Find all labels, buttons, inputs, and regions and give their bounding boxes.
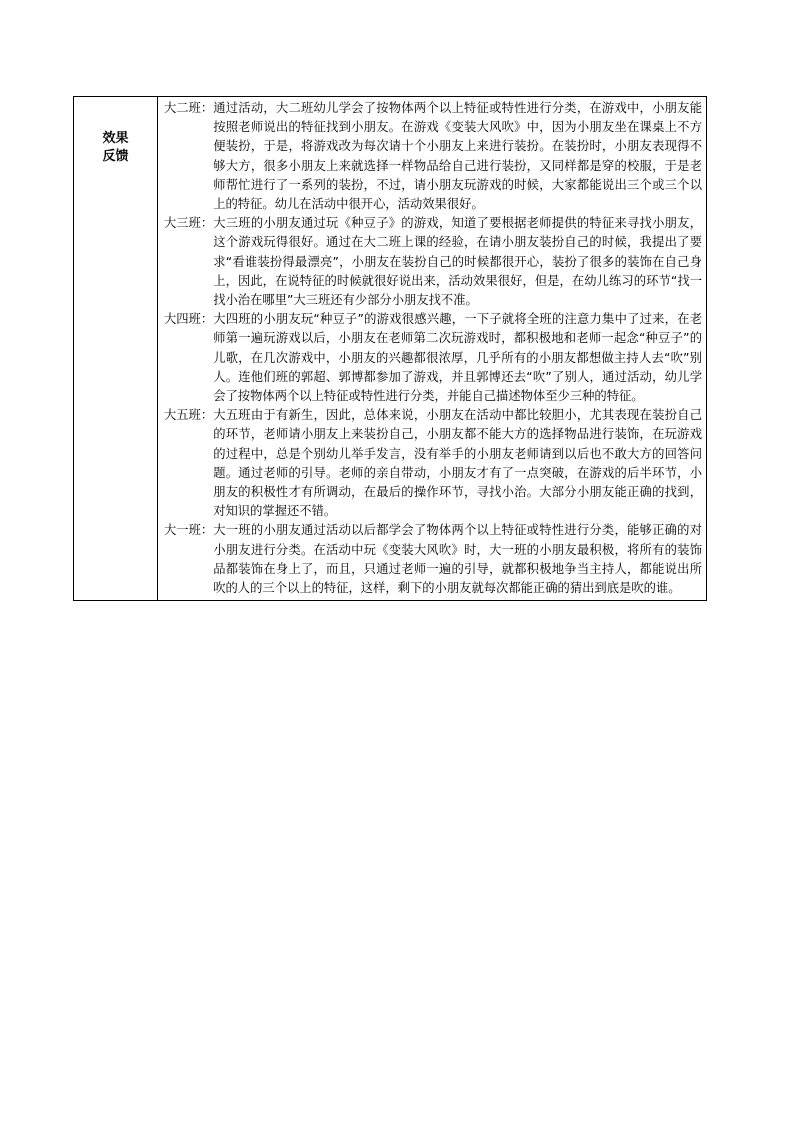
class-entry	[164, 521, 702, 598]
row-label-line: 反馈	[102, 148, 129, 164]
class-feedback-text: 通过活动，大二班幼儿学会了按物体两个以上特征或特性进行分类，在游戏中，小朋友能按照老师说出的特征找到小朋友。在游戏《变装大风吹》中，因为小朋友坐在课桌上不方便装扮，于是，将游戏改为每次请十个小朋友上来进行装扮。在装扮时，小朋友表现得不够大方，很多小朋友上来就选择一样物品给自己进行装扮，又同样都是穿的校服，于是老师帮忙进行了一系列的装扮，不过，请小朋友玩游戏的时候，大家都能说出三个或三个以上的特征。幼儿在活动中很开心，活动效果很好。	[213, 101, 702, 212]
table-row	[74, 97, 707, 601]
class-label: 大五班：	[164, 408, 214, 423]
class-entry	[164, 310, 702, 406]
row-label	[74, 130, 157, 165]
class-entry	[164, 406, 702, 521]
class-feedback-text: 大四班的小朋友玩“种豆子”的游戏很感兴趣，一下子就将全班的注意力集中了过来，在老师第一遍玩游戏以后，小朋友在老师第二次玩游戏时，都积极地和老师一起念“种豆子”的儿歌，在几次游戏中，小朋友的兴趣都很浓厚，几乎所有的小朋友都想做主持人去“吹”别人。连他们班的郭超、郭博都参加了游戏，并且郭博还去“吹”了别人，通过活动，幼儿学会了按物体两个以上特征或特性进行分类，并能自己描述物体至少三种的特征。	[213, 312, 702, 404]
content-cell	[158, 97, 707, 601]
class-label: 大四班：	[164, 312, 214, 327]
class-feedback-text: 大一班的小朋友通过活动以后都学会了物体两个以上特征或特性进行分类，能够正确的对小朋友进行分类。在活动中玩《变装大风吹》时，大一班的小朋友最积极，将所有的装饰品都装饰在身上了，而且，只通过老师一遍的引导，就都积极地争当主持人，都能说出所吹的人的三个以上的特征，这样，剩下的小朋友就每次都能正确的猜出到底是吹的谁。	[213, 523, 702, 596]
class-label: 大一班：	[164, 523, 214, 538]
class-feedback-text: 大三班的小朋友通过玩《种豆子》的游戏，知道了要根据老师提供的特征来寻找小朋友，这个游戏玩得很好。通过在大二班上课的经验，在请小朋友装扮自己的时候，我提出了要求“看谁装扮得最漂亮”，小朋友在装扮自己的时候都很开心，装扮了很多的装饰在自己身上，因此，在说特征的时候就很好说出来，活动效果很好，但是，在幼儿练习的环节“找一找小治在哪里”大三班还有少部分小朋友找不准。	[213, 216, 702, 308]
class-entry	[164, 214, 702, 310]
row-label-line: 效果	[102, 131, 129, 146]
class-label: 大二班：	[164, 101, 214, 115]
class-entry	[164, 99, 702, 214]
class-feedback-text: 大五班由于有新生，因此，总体来说，小朋友在活动中都比较胆小，尤其表现在装扮自己的环节，老师请小朋友上来装扮自己，小朋友都不能大方的选择物品进行装饰，在玩游戏的过程中，总是个别幼儿举手发言，没有举手的小朋友老师请到以后也不敢大方的回答问题。通过老师的引导。老师的亲自带动，小朋友才有了一点突破，在游戏的后半环节，小朋友的积极性才有所调动，在最后的操作环节，寻找小治。大部分小朋友能正确的找到，对知识的掌握还不错。	[213, 408, 702, 519]
class-label: 大三班：	[164, 216, 214, 231]
label-cell	[74, 97, 158, 601]
feedback-table	[73, 96, 707, 601]
